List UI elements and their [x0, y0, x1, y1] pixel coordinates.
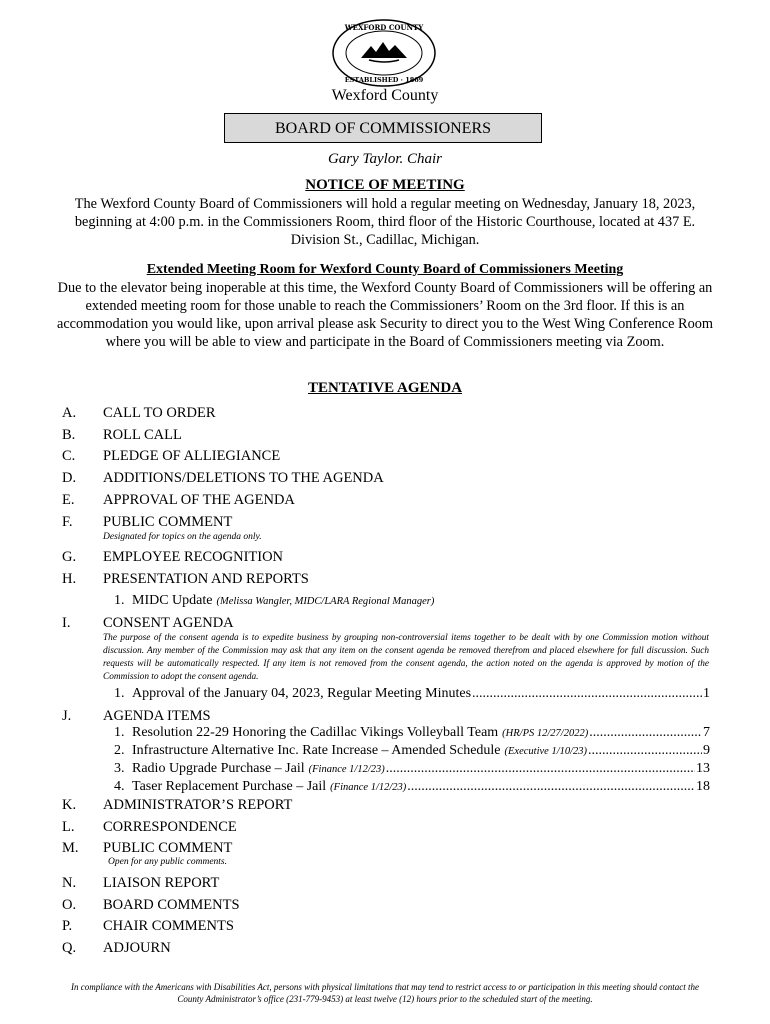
ada-compliance-footer: In compliance with the Americans with Disabilities Act, persons with physical limitations that may tend to restrict access to or participation in this meeting should contact the County Administrator’s office (231-779-9453) at least twelve (12) hours prior to the scheduled start of the meeting. — [70, 982, 700, 1004]
dot-leader — [386, 760, 695, 778]
agenda-letter: Q. — [62, 940, 77, 956]
agenda-title: BOARD COMMENTS — [103, 897, 240, 913]
sub-item-detail: (Finance 1/12/23) — [308, 764, 385, 775]
agenda-title: PLEDGE OF ALLIEGIANCE — [103, 448, 281, 464]
agenda-title: PUBLIC COMMENT — [103, 840, 233, 856]
agenda-note: Designated for topics on the agenda only. — [103, 532, 262, 542]
extended-room-heading: Extended Meeting Room for Wexford County Board of Commissioners Meeting — [146, 262, 624, 277]
sub-item-text: MIDC Update — [132, 593, 213, 608]
agenda-title: CHAIR COMMENTS — [103, 918, 234, 934]
sub-item-number: 1. — [114, 725, 125, 740]
agenda-title: CONSENT AGENDA — [103, 615, 234, 631]
agenda-letter: C. — [62, 448, 76, 464]
sub-item-text: Taser Replacement Purchase – Jail — [132, 779, 327, 794]
chair-name: Gary Taylor. Chair — [327, 151, 443, 167]
agenda-letter: A. — [62, 405, 77, 421]
agenda-title: ADJOURN — [103, 940, 171, 956]
page-number: 18 — [696, 779, 710, 794]
agenda-letter: F. — [62, 514, 73, 530]
agenda-title: PRESENTATION AND REPORTS — [103, 571, 309, 587]
agenda-title: APPROVAL OF THE AGENDA — [103, 492, 295, 508]
page-number: 1 — [703, 686, 710, 701]
agenda-letter: P. — [62, 918, 73, 934]
agenda-heading: TENTATIVE AGENDA — [307, 380, 463, 396]
dot-leader — [472, 685, 702, 703]
agenda-letter: N. — [62, 875, 77, 891]
dot-leader — [589, 724, 702, 742]
sub-item-number: 4. — [114, 779, 125, 794]
agenda-title: ADDITIONS/DELETIONS TO THE AGENDA — [103, 470, 384, 486]
agenda-letter: G. — [62, 549, 77, 565]
page-number: 9 — [703, 743, 710, 758]
notice-body: The Wexford County Board of Commissioners will hold a regular meeting on Wednesday, January 18, 2023, beginning at 4:00 p.m. in the Commissioners Room, third floor of the Historic Courthouse, located at 437 E. Division St., Cadillac, Michigan. — [74, 196, 696, 248]
svg-text:ESTABLISHED · 1869: ESTABLISHED · 1869 — [344, 76, 424, 84]
sub-item — [114, 724, 710, 743]
agenda-title: CORRESPONDENCE — [103, 819, 237, 835]
agenda-title: ADMINISTRATOR’S REPORT — [103, 797, 293, 813]
sub-item-number: 2. — [114, 743, 125, 758]
page-number: 7 — [703, 725, 710, 740]
sub-item-detail: (Melissa Wangler, MIDC/LARA Regional Manager) — [216, 596, 435, 607]
notice-heading: NOTICE OF MEETING — [305, 177, 465, 193]
sub-item-detail: (Executive 1/10/23) — [504, 746, 588, 757]
agenda-title: LIAISON REPORT — [103, 875, 220, 891]
agenda-title: CALL TO ORDER — [103, 405, 216, 421]
sub-item-text: Radio Upgrade Purchase – Jail — [132, 761, 305, 776]
sub-item — [114, 592, 710, 611]
sub-item — [114, 685, 710, 703]
agenda-letter: K. — [62, 797, 77, 813]
agenda-title: PUBLIC COMMENT — [103, 514, 233, 530]
sub-item-text: Approval of the January 04, 2023, Regular Meeting Minutes — [132, 686, 472, 701]
sub-item-detail: (Finance 1/12/23) — [330, 782, 407, 793]
sub-item — [114, 760, 710, 779]
consent-agenda-note: The purpose of the consent agenda is to expedite business by grouping non-controversial items together to be dealt with by one Commission motion without discussion. Any member of the Commission may ask that any item on the consent agenda be removed therefrom and placed elsewhere for full discussion. Such requests will be automatically respected. If any item is not removed from the consent agenda, the action noted on the agenda is approved by motion of the Commission to adopt the consent agenda. — [103, 633, 709, 682]
svg-text:WEXFORD COUNTY: WEXFORD COUNTY — [344, 23, 424, 32]
dot-leader — [407, 778, 695, 796]
sub-item-number: 1. — [114, 686, 125, 701]
agenda-letter: H. — [62, 571, 77, 587]
agenda-letter: M. — [62, 840, 79, 856]
agenda-letter: B. — [62, 427, 76, 443]
agenda-letter: I. — [62, 615, 71, 631]
board-title-box: BOARD OF COMMISSIONERS — [224, 113, 542, 143]
agenda-title: EMPLOYEE RECOGNITION — [103, 549, 284, 565]
sub-item — [114, 742, 710, 761]
agenda-letter: L. — [62, 819, 75, 835]
county-name: Wexford County — [331, 87, 439, 104]
agenda-title: AGENDA ITEMS — [103, 708, 211, 724]
sub-item-number: 1. — [114, 593, 125, 608]
dot-leader — [588, 742, 702, 760]
agenda-letter: J. — [62, 708, 72, 724]
sub-item-text: Infrastructure Alternative Inc. Rate Increase – Amended Schedule — [132, 743, 501, 758]
extended-room-body: Due to the elevator being inoperable at this time, the Wexford County Board of Commissioners will be offering an extended meeting room for those unable to reach the Commissioners’ Room on the 3rd floor. If this is an accommodation you would like, upon arrival please ask Security to direct you to the West Wing Conference Room where you will be able to view and participate in the Board of Commissioners meeting via Zoom. — [56, 280, 714, 350]
agenda-letter: O. — [62, 897, 77, 913]
agenda-title: ROLL CALL — [103, 427, 182, 443]
page-number: 13 — [696, 761, 710, 776]
sub-item-text: Resolution 22-29 Honoring the Cadillac Vikings Volleyball Team — [132, 725, 499, 740]
agenda-note: Open for any public comments. — [108, 857, 227, 867]
agenda-letter: D. — [62, 470, 77, 486]
sub-item-number: 3. — [114, 761, 125, 776]
sub-item — [114, 778, 710, 797]
county-seal-icon — [331, 18, 437, 88]
sub-item-detail: (HR/PS 12/27/2022) — [502, 728, 589, 739]
agenda-letter: E. — [62, 492, 75, 508]
